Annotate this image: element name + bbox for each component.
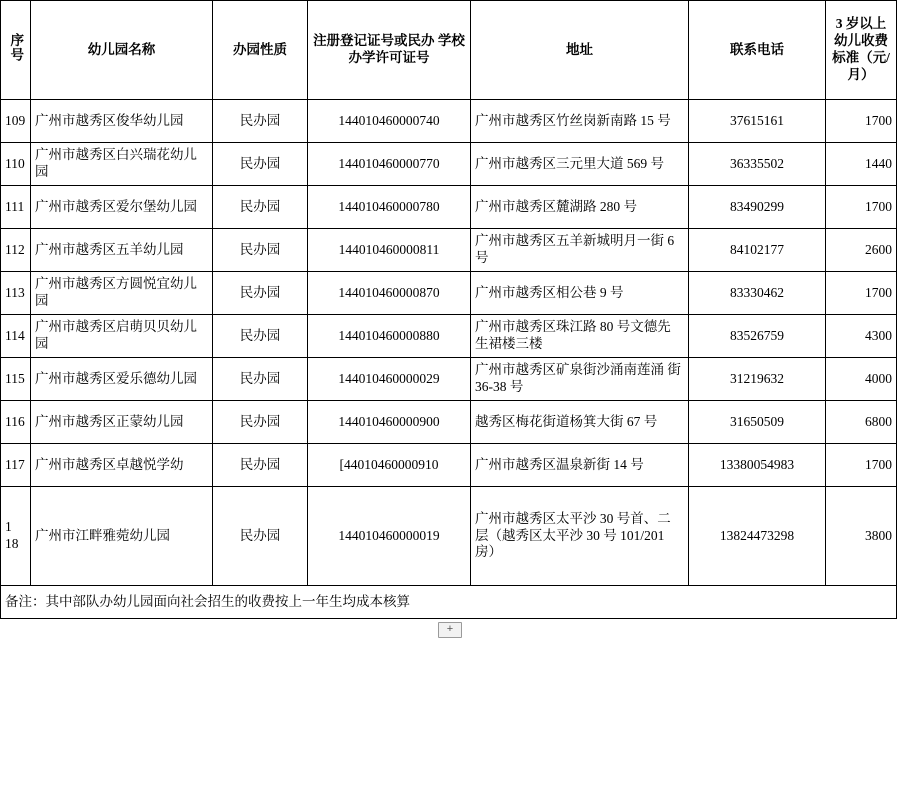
cell-index: 110 [1,143,31,186]
cell-index: 109 [1,100,31,143]
cell-fee: 1700 [826,444,897,487]
cell-registration-number: 144010460000870 [308,272,471,315]
cell-index: 115 [1,358,31,401]
cell-fee: 4000 [826,358,897,401]
cell-ownership-type: 民办园 [213,358,308,401]
cell-kindergarten-name: 广州市越秀区俊华幼儿园 [31,100,213,143]
cell-kindergarten-name: 广州市越秀区白兴瑞花幼儿园 [31,143,213,186]
cell-ownership-type: 民办园 [213,100,308,143]
cell-address: 越秀区梅花街道杨箕大街 67 号 [471,401,689,444]
cell-registration-number: 144010460000019 [308,487,471,586]
cell-contact-phone: 13824473298 [689,487,826,586]
cell-registration-number: 144010460000811 [308,229,471,272]
cell-address: 广州市越秀区相公巷 9 号 [471,272,689,315]
table-row[interactable] [1,143,897,186]
cell-index: 117 [1,444,31,487]
cell-kindergarten-name: 广州市越秀区爱乐德幼儿园 [31,358,213,401]
header-registration-number: 注册登记证号或民办 学校办学许可证号 [308,1,471,100]
table-row[interactable] [1,186,897,229]
table-row[interactable] [1,401,897,444]
cell-registration-number: 144010460000029 [308,358,471,401]
cell-fee: 1440 [826,143,897,186]
cell-address: 广州市越秀区温泉新街 14 号 [471,444,689,487]
cell-ownership-type: 民办园 [213,272,308,315]
table-header-row [1,1,897,100]
cell-kindergarten-name: 广州市越秀区卓越悦学幼 [31,444,213,487]
cell-registration-number: 144010460000880 [308,315,471,358]
cell-ownership-type: 民办园 [213,229,308,272]
cell-index: 112 [1,229,31,272]
cell-address: 广州市越秀区矿泉街沙涌南莲涌 街 36-38 号 [471,358,689,401]
cell-index: 111 [1,186,31,229]
cell-contact-phone: 83330462 [689,272,826,315]
table-row[interactable] [1,315,897,358]
cell-contact-phone: 31650509 [689,401,826,444]
cell-fee: 3800 [826,487,897,586]
cell-address: 广州市越秀区麓湖路 280 号 [471,186,689,229]
table-row[interactable] [1,229,897,272]
header-fee-standard: 3 岁以上幼儿收费标准（元/月） [826,1,897,100]
header-contact-phone: 联系电话 [689,1,826,100]
cell-address: 广州市越秀区珠江路 80 号文德先 生裙楼三楼 [471,315,689,358]
cell-kindergarten-name: 广州市越秀区爱尔堡幼儿园 [31,186,213,229]
cell-address: 广州市越秀区竹丝岗新南路 15 号 [471,100,689,143]
cell-kindergarten-name: 广州市越秀区五羊幼儿园 [31,229,213,272]
cell-registration-number: 144010460000900 [308,401,471,444]
cell-ownership-type: 民办园 [213,444,308,487]
cell-registration-number: [44010460000910 [308,444,471,487]
cell-address: 广州市越秀区三元里大道 569 号 [471,143,689,186]
header-index: 序号 [1,1,31,100]
cell-contact-phone: 84102177 [689,229,826,272]
cell-kindergarten-name: 广州市越秀区启萌贝贝幼儿园 [31,315,213,358]
cell-registration-number: 144010460000770 [308,143,471,186]
table-body [1,100,897,619]
cell-ownership-type: 民办园 [213,186,308,229]
table-row[interactable] [1,272,897,315]
header-address: 地址 [471,1,689,100]
table-row[interactable] [1,444,897,487]
cell-index: 1 18 [1,487,31,586]
cell-kindergarten-name: 广州市江畔雅菀幼儿园 [31,487,213,586]
table-note-row [1,586,897,619]
table-row[interactable] [1,100,897,143]
table-row[interactable] [1,487,897,586]
cell-fee: 2600 [826,229,897,272]
page-break-bar [0,619,896,641]
cell-fee: 1700 [826,272,897,315]
cell-index: 114 [1,315,31,358]
cell-index: 116 [1,401,31,444]
cell-kindergarten-name: 广州市越秀区正蒙幼儿园 [31,401,213,444]
cell-registration-number: 144010460000740 [308,100,471,143]
cell-fee: 6800 [826,401,897,444]
cell-ownership-type: 民办园 [213,487,308,586]
cell-contact-phone: 36335502 [689,143,826,186]
cell-address: 广州市越秀区五羊新城明月一街 6 号 [471,229,689,272]
cell-fee: 1700 [826,186,897,229]
header-ownership-type: 办园性质 [213,1,308,100]
cell-contact-phone: 83490299 [689,186,826,229]
cell-ownership-type: 民办园 [213,143,308,186]
cell-contact-phone: 31219632 [689,358,826,401]
insert-row-button[interactable]: + [438,622,462,638]
cell-contact-phone: 83526759 [689,315,826,358]
cell-fee: 1700 [826,100,897,143]
cell-ownership-type: 民办园 [213,401,308,444]
cell-contact-phone: 13380054983 [689,444,826,487]
cell-contact-phone: 37615161 [689,100,826,143]
cell-address: 广州市越秀区太平沙 30 号首、二层（越秀区太平沙 30 号 101/201 房） [471,487,689,586]
cell-fee: 4300 [826,315,897,358]
cell-kindergarten-name: 广州市越秀区方圆悦宜幼儿园 [31,272,213,315]
header-kindergarten-name: 幼儿园名称 [31,1,213,100]
cell-index: 113 [1,272,31,315]
table-note: 备注：其中部队办幼儿园面向社会招生的收费按上一年生均成本核算 [1,586,897,619]
table-row[interactable] [1,358,897,401]
cell-ownership-type: 民办园 [213,315,308,358]
cell-registration-number: 144010460000780 [308,186,471,229]
